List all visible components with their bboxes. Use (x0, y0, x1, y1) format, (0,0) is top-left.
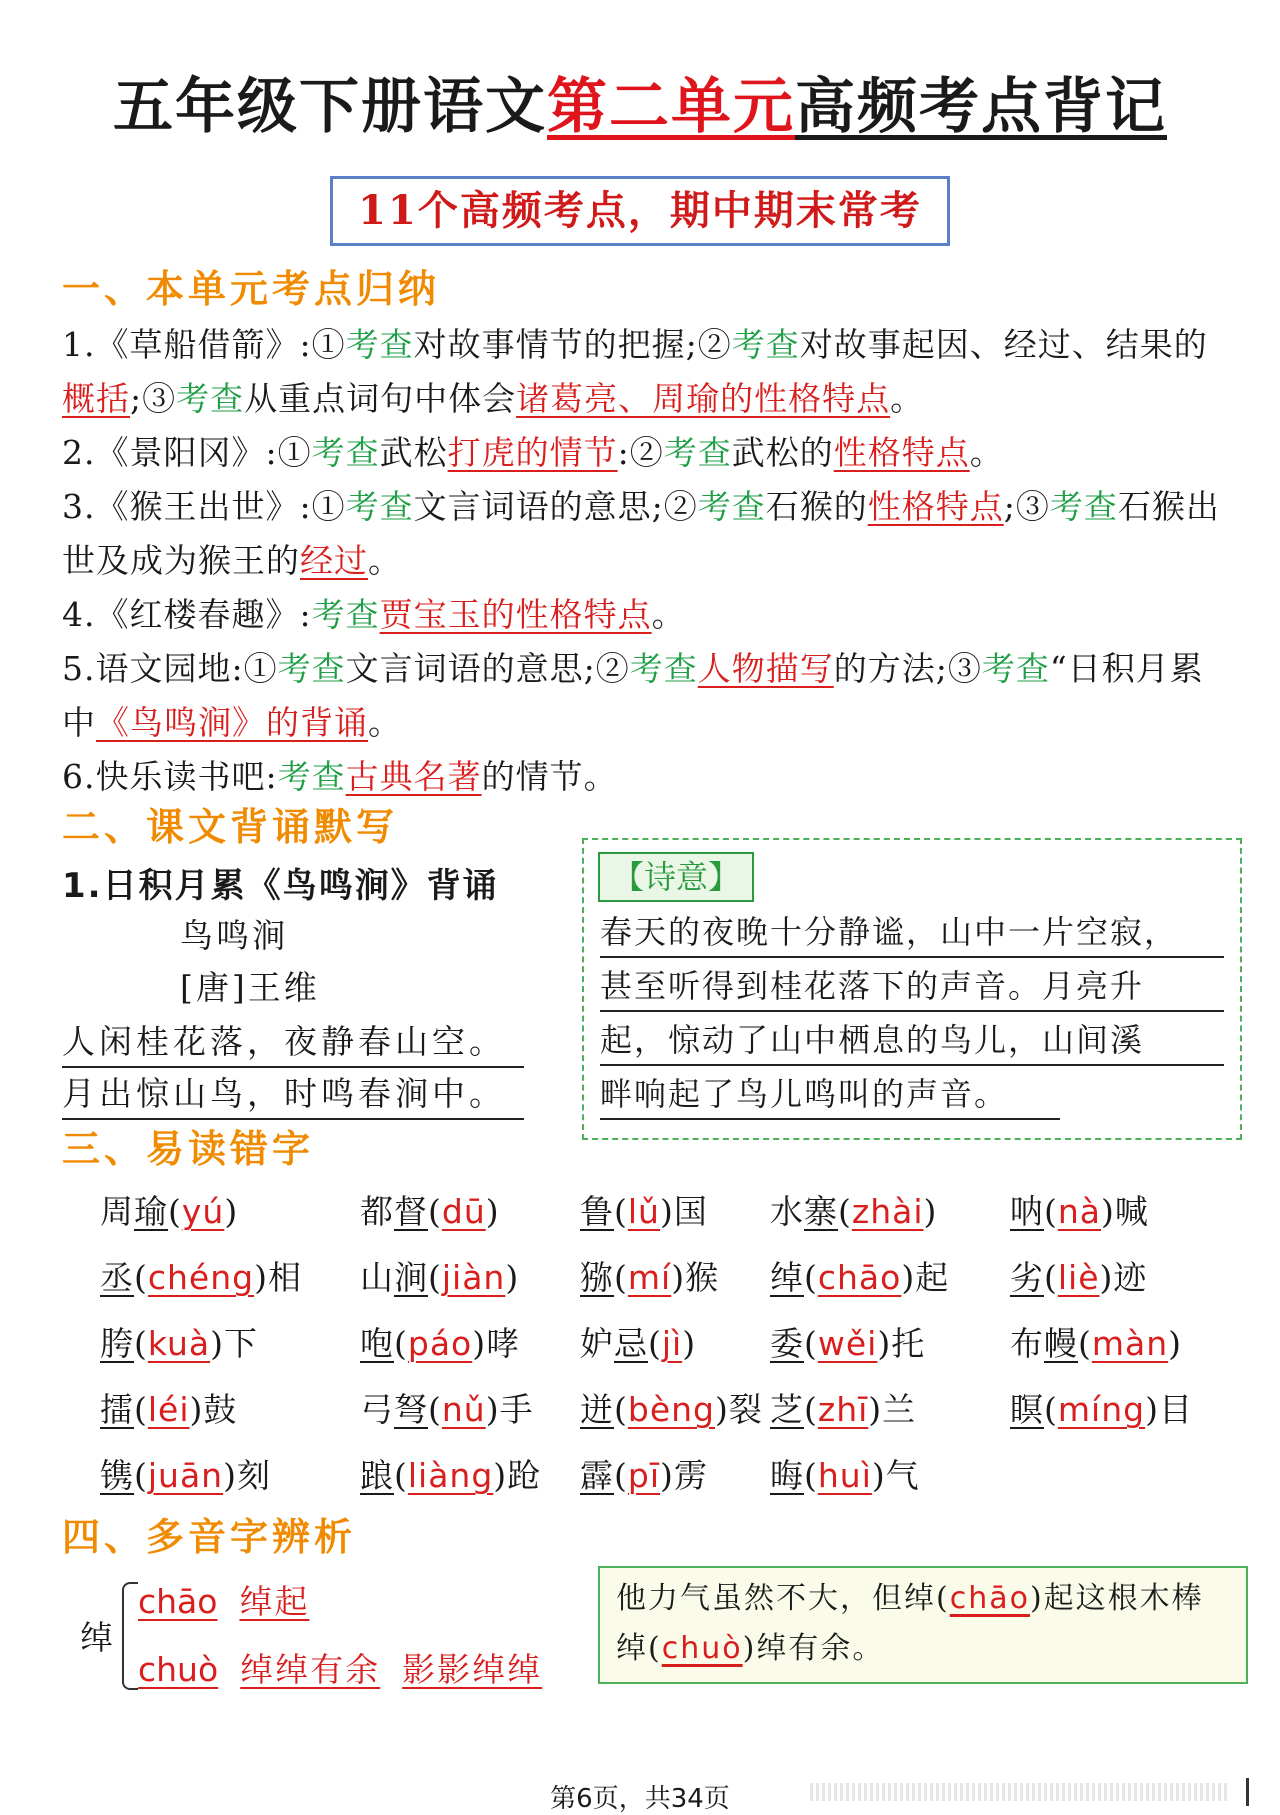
text-segment: 5.语文园地:① (62, 649, 278, 688)
word-char: 喊 (1114, 1192, 1149, 1231)
keyword-red: 人物描写 (697, 649, 834, 688)
section1-item-2 (62, 426, 1222, 480)
word-char: 踉 (360, 1456, 394, 1495)
word-char: 胯 (100, 1324, 134, 1363)
section2-heading: 二、课文背诵默写 (62, 805, 399, 849)
keyword-green: 考查 (731, 325, 800, 364)
word-char: 猴 (685, 1258, 720, 1297)
word-char: 寨 (804, 1192, 838, 1231)
text-segment: 的方法;③ (833, 649, 982, 688)
text-segment: 石猴的 (765, 487, 868, 526)
meaning-line-2: 甚至听得到桂花落下的声音。月亮升 (600, 962, 1224, 1012)
word-item: 山涧(jiàn) (360, 1258, 520, 1297)
word-item: 擂(léi)鼓 (100, 1390, 238, 1429)
keyword-green: 考查 (629, 649, 698, 688)
word-char: 山 (360, 1258, 394, 1297)
word-item: 妒忌(jì) (580, 1324, 697, 1363)
word-char: 幔 (1044, 1324, 1078, 1363)
reading-example: 影影绰绰 (402, 1650, 543, 1689)
word-item: 呐(nà)喊 (1010, 1192, 1149, 1231)
word-char: 兰 (882, 1390, 917, 1429)
word-pinyin: juān (147, 1456, 224, 1495)
title-part1: 五年级下册语文 (113, 72, 547, 142)
text-segment: 从重点词句中体会 (244, 379, 517, 418)
text-segment: 。 (651, 595, 686, 634)
word-item: 丞(chéng)相 (100, 1258, 302, 1297)
sentence-pinyin: chāo (949, 1581, 1030, 1616)
word-char: 鲁 (580, 1192, 614, 1231)
word-char: 芝 (770, 1390, 804, 1429)
keyword-red: 经过 (300, 541, 368, 580)
text-segment: 4.《红楼春趣》: (62, 595, 312, 634)
text-segment: 对故事情节的把握;② (413, 325, 732, 364)
word-char: 雳 (673, 1456, 708, 1495)
keyword-green: 考查 (277, 757, 346, 796)
word-item: 绰(chāo)起 (770, 1258, 950, 1297)
text-segment: 文言词语的意思;② (345, 649, 630, 688)
word-item: 踉(liàng)跄 (360, 1456, 542, 1495)
word-char: 绰 (770, 1258, 804, 1297)
text-segment: 文言词语的意思;② (413, 487, 698, 526)
text-segment: 。 (368, 541, 402, 580)
word-pinyin: páo (407, 1324, 473, 1363)
keyword-red: 《鸟鸣涧》的背诵 (96, 703, 368, 742)
word-pinyin: lǔ (627, 1192, 660, 1231)
word-char: 劣 (1010, 1258, 1044, 1297)
word-char: 托 (891, 1324, 926, 1363)
poem-line-2: 月出惊山鸟，时鸣春涧中。 (62, 1070, 524, 1120)
word-char: 猕 (580, 1258, 614, 1297)
word-pinyin: liàng (407, 1456, 494, 1495)
word-item: 猕(mí)猴 (580, 1258, 720, 1297)
word-char: 忌 (614, 1324, 648, 1363)
reading-example: 绰起 (239, 1582, 310, 1621)
word-pinyin: màn (1091, 1324, 1169, 1363)
word-pinyin: nà (1057, 1192, 1102, 1231)
word-char: 相 (267, 1258, 302, 1297)
word-char: 呐 (1010, 1192, 1044, 1231)
word-char: 督 (394, 1192, 428, 1231)
text-segment: 对故事起因、经过、结果的 (799, 325, 1208, 364)
polyphone-char: 绰 (80, 1618, 113, 1657)
word-char: 丞 (100, 1258, 134, 1297)
reading-pinyin: chāo (138, 1582, 218, 1621)
section3-heading: 三、易读错字 (62, 1127, 315, 1171)
word-item: 霹(pī)雳 (580, 1456, 708, 1495)
keyword-green: 考查 (277, 649, 346, 688)
word-char: 手 (499, 1390, 534, 1429)
word-char: 瞑 (1010, 1390, 1044, 1429)
word-char: 哮 (486, 1324, 521, 1363)
word-char: 镌 (100, 1456, 134, 1495)
word-char: 气 (885, 1456, 920, 1495)
word-char: 涧 (394, 1258, 428, 1297)
word-char: 弓 (360, 1390, 394, 1429)
section1-item-1 (62, 318, 1222, 426)
poem-line-1: 人闲桂花落，夜静春山空。 (62, 1018, 524, 1068)
word-pinyin: mí (627, 1258, 672, 1297)
sentence-text: 他力气虽然不大，但绰( (616, 1581, 950, 1616)
word-char: 瑜 (134, 1192, 168, 1231)
section1-item-3 (62, 480, 1222, 588)
keyword-green: 考查 (1049, 487, 1118, 526)
word-pinyin: zhī (817, 1390, 869, 1429)
keyword-green: 考查 (311, 433, 380, 472)
text-segment: 。 (368, 703, 402, 742)
word-char: 迸 (580, 1390, 614, 1429)
word-char: 裂 (728, 1390, 763, 1429)
word-item: 芝(zhī)兰 (770, 1390, 917, 1429)
word-pinyin: jiàn (441, 1258, 506, 1297)
word-item: 鲁(lǔ)国 (580, 1192, 708, 1231)
sentence-text: )绰有余。 (742, 1631, 885, 1666)
text-segment: 武松 (379, 433, 448, 472)
word-char: 擂 (100, 1390, 134, 1429)
page-title (0, 62, 1280, 152)
reading-example: 绰绰有余 (240, 1650, 381, 1689)
keyword-red: 性格特点 (867, 487, 1004, 526)
reading-row-2 (138, 1644, 542, 1691)
text-segment: 1.《草船借箭》:① (62, 325, 346, 364)
text-segment: “日积月累中 (62, 649, 1204, 742)
brace-icon (122, 1582, 138, 1690)
keyword-red: 古典名著 (345, 757, 482, 796)
keyword-green: 考查 (176, 379, 245, 418)
text-segment: :② (617, 433, 664, 472)
word-char: 都 (360, 1192, 394, 1231)
word-char: 水 (770, 1192, 804, 1231)
keyword-red: 概括 (62, 379, 130, 418)
section1-item-5 (62, 642, 1222, 750)
word-pinyin: bèng (627, 1390, 715, 1429)
meaning-box (582, 838, 1242, 1140)
word-char: 霹 (580, 1456, 614, 1495)
word-char: 弩 (394, 1390, 428, 1429)
text-segment: 6.快乐读书吧: (62, 757, 278, 796)
sentence-text: )起这根木棒绰( (616, 1581, 1204, 1666)
reading-row-1 (138, 1576, 309, 1623)
text-segment: 。 (969, 433, 1004, 472)
title-part3: 高频考点背记 (795, 72, 1167, 142)
word-char: 国 (673, 1192, 708, 1231)
word-item: 迸(bèng)裂 (580, 1390, 763, 1429)
section1-item-6 (62, 750, 1222, 804)
keyword-green: 考查 (697, 487, 766, 526)
keyword-green: 考查 (311, 595, 380, 634)
word-pinyin: dū (441, 1192, 486, 1231)
word-pinyin: jì (661, 1324, 683, 1363)
word-char: 晦 (770, 1456, 804, 1495)
word-item: 晦(huì)气 (770, 1456, 920, 1495)
word-char: 跄 (507, 1456, 542, 1495)
word-pinyin: pī (627, 1456, 660, 1495)
keyword-red: 打虎的情节 (447, 433, 618, 472)
word-pinyin: zhài (851, 1192, 924, 1231)
text-segment: 。 (890, 379, 925, 418)
meaning-line-3: 起，惊动了山中栖息的鸟儿，山间溪 (600, 1016, 1224, 1066)
keyword-green: 考查 (663, 433, 732, 472)
text-segment: 的情节。 (481, 757, 618, 796)
meaning-line-1: 春天的夜晚十分静谧，山中一片空寂， (600, 908, 1224, 958)
word-item: 布幔(màn) (1010, 1324, 1183, 1363)
text-segment: ;③ (130, 379, 177, 418)
keyword-green: 考查 (345, 325, 414, 364)
meaning-tag: 【诗意】 (598, 852, 754, 902)
word-pinyin: yú (181, 1192, 225, 1231)
word-pinyin: chāo (817, 1258, 902, 1297)
word-char: 鼓 (203, 1390, 238, 1429)
word-item: 水寨(zhài) (770, 1192, 938, 1231)
word-item: 都督(dū) (360, 1192, 500, 1231)
word-pinyin: liè (1057, 1258, 1100, 1297)
word-pinyin: chéng (147, 1258, 255, 1297)
word-pinyin: nǔ (441, 1390, 486, 1429)
word-char: 刻 (236, 1456, 271, 1495)
text-segment: 石猴出世及成为猴王的 (62, 487, 1220, 580)
word-char: 周 (100, 1192, 134, 1231)
word-item: 咆(páo)哮 (360, 1324, 521, 1363)
word-pinyin: léi (147, 1390, 190, 1429)
word-char: 委 (770, 1324, 804, 1363)
section4-heading: 四、多音字辨析 (62, 1515, 357, 1559)
word-char: 布 (1010, 1324, 1044, 1363)
word-item: 瞑(míng)目 (1010, 1390, 1193, 1429)
keyword-red: 性格特点 (833, 433, 970, 472)
word-char: 目 (1158, 1390, 1193, 1429)
poem-author: [唐]王维 (180, 968, 320, 1007)
reading-pinyin: chuò (138, 1650, 219, 1689)
word-char: 下 (223, 1324, 258, 1363)
word-item: 胯(kuà)下 (100, 1324, 258, 1363)
word-char: 妒 (580, 1324, 614, 1363)
text-segment: ;③ (1003, 487, 1050, 526)
word-pinyin: kuà (147, 1324, 211, 1363)
text-segment: 2.《景阳冈》:① (62, 433, 312, 472)
word-char: 起 (915, 1258, 950, 1297)
meaning-line-4: 畔响起了鸟儿鸣叫的声音。 (600, 1070, 1060, 1120)
keyword-green: 考查 (345, 487, 414, 526)
word-pinyin: wěi (817, 1324, 878, 1363)
keyword-green: 考查 (981, 649, 1050, 688)
poem-heading: 1.日积月累《鸟鸣涧》背诵 (62, 866, 499, 906)
page-number: 第6页，共34页 (550, 1784, 730, 1814)
word-item: 劣(liè)迹 (1010, 1258, 1148, 1297)
word-char: 迹 (1113, 1258, 1148, 1297)
word-pinyin: huì (817, 1456, 872, 1495)
word-pinyin: míng (1057, 1390, 1146, 1429)
poem-title: 鸟鸣涧 (180, 916, 288, 955)
text-segment: 3.《猴王出世》:① (62, 487, 346, 526)
word-item: 弓弩(nǔ)手 (360, 1390, 534, 1429)
section1-item-4 (62, 588, 1222, 642)
word-char: 咆 (360, 1324, 394, 1363)
word-item: 委(wěi)托 (770, 1324, 926, 1363)
word-item: 镌(juān)刻 (100, 1456, 271, 1495)
sentence-pinyin: chuò (661, 1631, 743, 1666)
section1-heading: 一、本单元考点归纳 (62, 267, 441, 311)
keyword-red: 贾宝玉的性格特点 (379, 595, 652, 634)
example-sentence-box (598, 1566, 1248, 1684)
text-segment: 武松的 (731, 433, 834, 472)
subtitle-box: 11个高频考点，期中期末常考 (330, 176, 950, 246)
title-part2: 第二单元 (547, 72, 795, 142)
keyword-red: 诸葛亮、周瑜的性格特点 (516, 379, 891, 418)
word-item: 周瑜(yú) (100, 1192, 239, 1231)
